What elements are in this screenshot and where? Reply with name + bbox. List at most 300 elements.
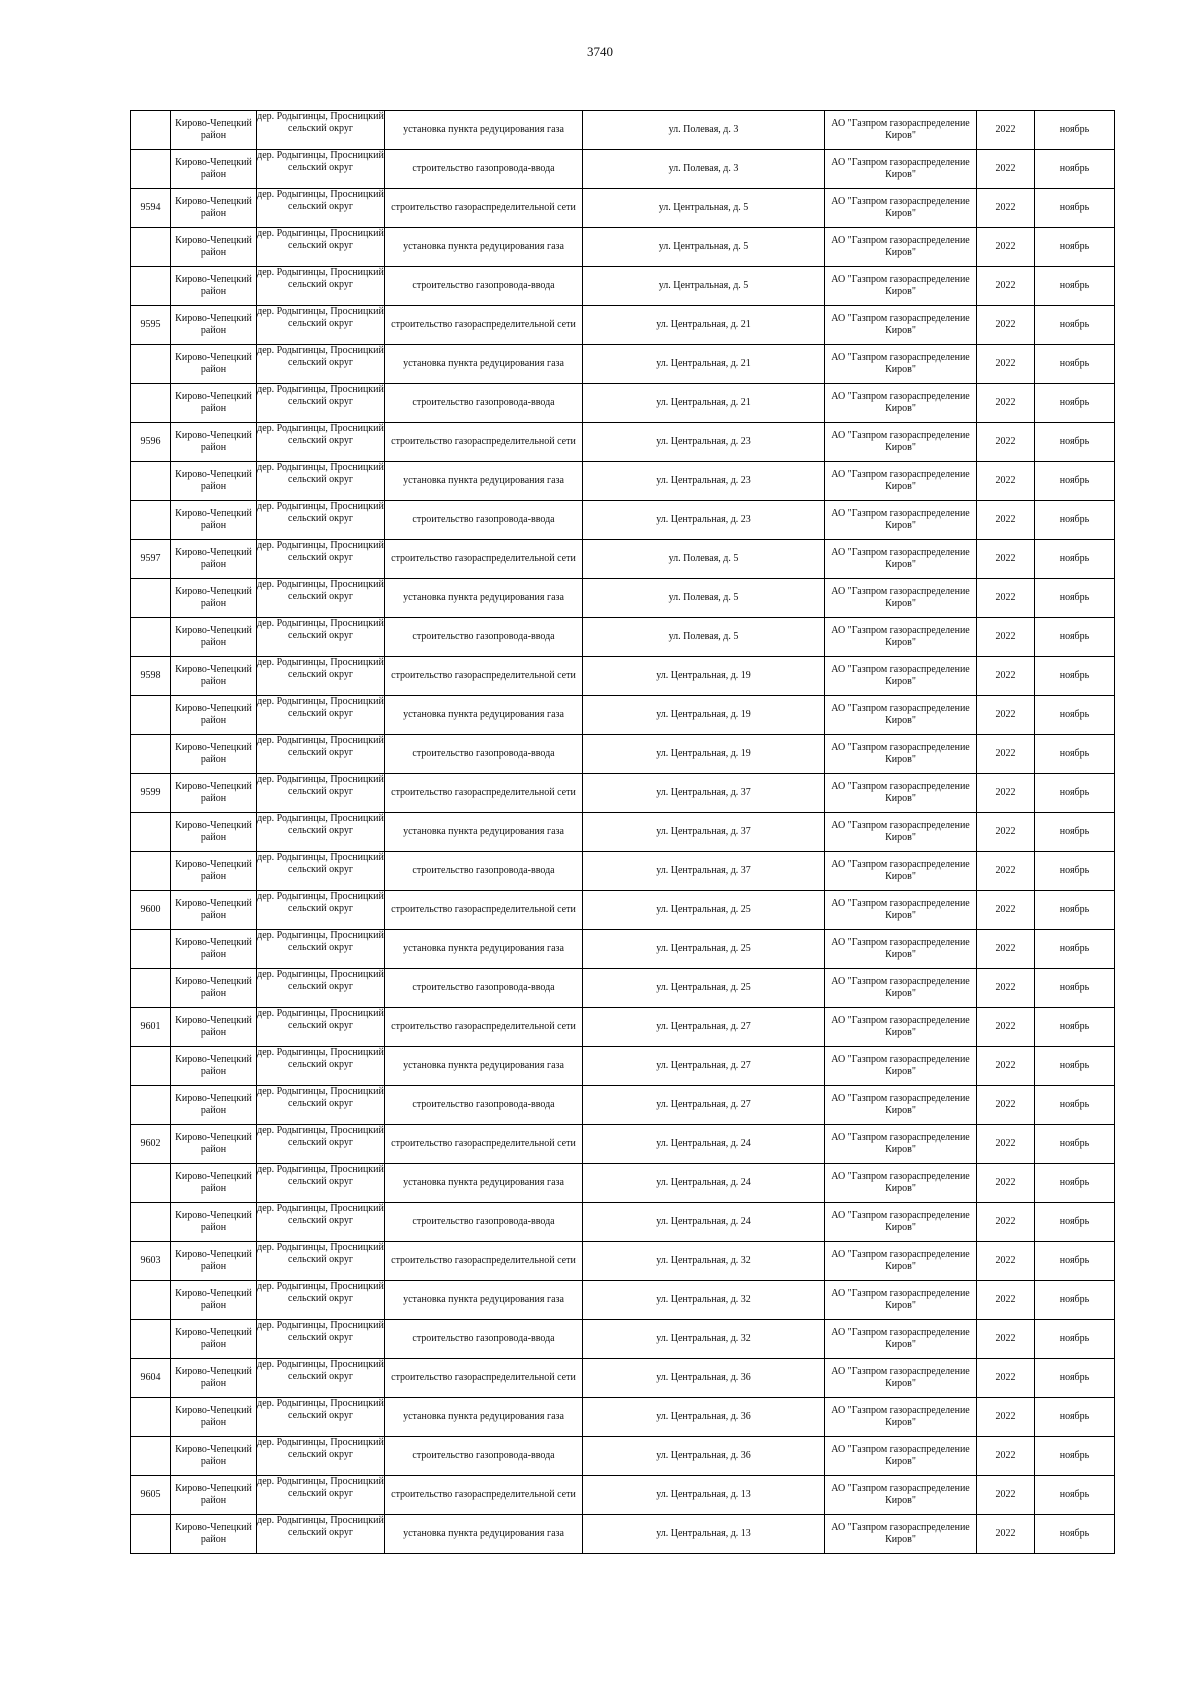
year-cell: 2022 — [977, 306, 1035, 345]
locality-cell — [257, 189, 385, 228]
row-number — [131, 1164, 171, 1203]
locality-text: дер. Родыгинцы, Просницкий сельский округ — [257, 657, 384, 680]
row-number — [131, 345, 171, 384]
organization-cell: АО "Газпром газораспределение Киров" — [825, 1242, 977, 1281]
year-cell: 2022 — [977, 1476, 1035, 1515]
locality-text: дер. Родыгинцы, Просницкий сельский округ — [257, 1437, 384, 1460]
work-type-cell: строительство газопровода-ввода — [385, 501, 583, 540]
table-row — [131, 618, 1115, 657]
year-cell: 2022 — [977, 1125, 1035, 1164]
address-cell: ул. Центральная, д. 27 — [583, 1047, 825, 1086]
work-type-cell: установка пункта редуцирования газа — [385, 930, 583, 969]
organization-cell: АО "Газпром газораспределение Киров" — [825, 579, 977, 618]
month-cell: ноябрь — [1035, 813, 1115, 852]
organization-cell: АО "Газпром газораспределение Киров" — [825, 423, 977, 462]
month-cell: ноябрь — [1035, 852, 1115, 891]
locality-text: дер. Родыгинцы, Просницкий сельский округ — [257, 1320, 384, 1343]
organization-cell: АО "Газпром газораспределение Киров" — [825, 111, 977, 150]
district-cell: Кирово-Чепецкий район — [171, 1320, 257, 1359]
organization-cell: АО "Газпром газораспределение Киров" — [825, 1437, 977, 1476]
district-cell: Кирово-Чепецкий район — [171, 150, 257, 189]
locality-cell — [257, 1281, 385, 1320]
work-type-cell: установка пункта редуцирования газа — [385, 1398, 583, 1437]
organization-cell: АО "Газпром газораспределение Киров" — [825, 657, 977, 696]
table-row — [131, 267, 1115, 306]
month-cell: ноябрь — [1035, 1359, 1115, 1398]
month-cell: ноябрь — [1035, 1398, 1115, 1437]
address-cell: ул. Центральная, д. 5 — [583, 189, 825, 228]
locality-cell — [257, 345, 385, 384]
year-cell: 2022 — [977, 930, 1035, 969]
organization-cell: АО "Газпром газораспределение Киров" — [825, 345, 977, 384]
table-row — [131, 1008, 1115, 1047]
locality-text: дер. Родыгинцы, Просницкий сельский округ — [257, 1125, 384, 1148]
work-type-cell: строительство газораспределительной сети — [385, 189, 583, 228]
work-type-cell: установка пункта редуцирования газа — [385, 1281, 583, 1320]
address-cell: ул. Полевая, д. 3 — [583, 150, 825, 189]
locality-cell — [257, 930, 385, 969]
year-cell: 2022 — [977, 657, 1035, 696]
address-cell: ул. Центральная, д. 23 — [583, 423, 825, 462]
row-number — [131, 618, 171, 657]
work-type-cell: строительство газопровода-ввода — [385, 1320, 583, 1359]
locality-cell — [257, 579, 385, 618]
district-cell: Кирово-Чепецкий район — [171, 306, 257, 345]
locality-text: дер. Родыгинцы, Просницкий сельский округ — [257, 384, 384, 407]
locality-cell — [257, 1359, 385, 1398]
address-cell: ул. Центральная, д. 25 — [583, 930, 825, 969]
work-type-cell: строительство газопровода-ввода — [385, 852, 583, 891]
organization-cell: АО "Газпром газораспределение Киров" — [825, 1086, 977, 1125]
district-cell: Кирово-Чепецкий район — [171, 1476, 257, 1515]
address-cell: ул. Центральная, д. 19 — [583, 735, 825, 774]
row-number: 9594 — [131, 189, 171, 228]
table-row — [131, 540, 1115, 579]
work-type-cell: установка пункта редуцирования газа — [385, 579, 583, 618]
locality-text: дер. Родыгинцы, Просницкий сельский округ — [257, 1008, 384, 1031]
address-cell: ул. Полевая, д. 5 — [583, 540, 825, 579]
month-cell: ноябрь — [1035, 969, 1115, 1008]
organization-cell: АО "Газпром газораспределение Киров" — [825, 696, 977, 735]
table-row — [131, 462, 1115, 501]
locality-text: дер. Родыгинцы, Просницкий сельский округ — [257, 579, 384, 602]
month-cell: ноябрь — [1035, 1164, 1115, 1203]
month-cell: ноябрь — [1035, 111, 1115, 150]
locality-cell — [257, 501, 385, 540]
row-number — [131, 1047, 171, 1086]
month-cell: ноябрь — [1035, 579, 1115, 618]
table-row — [131, 501, 1115, 540]
row-number: 9598 — [131, 657, 171, 696]
table-row — [131, 1359, 1115, 1398]
month-cell: ноябрь — [1035, 228, 1115, 267]
locality-cell — [257, 774, 385, 813]
address-cell: ул. Центральная, д. 25 — [583, 891, 825, 930]
row-number — [131, 813, 171, 852]
work-type-cell: строительство газопровода-ввода — [385, 150, 583, 189]
organization-cell: АО "Газпром газораспределение Киров" — [825, 1125, 977, 1164]
locality-cell — [257, 228, 385, 267]
work-type-cell: строительство газораспределительной сети — [385, 1242, 583, 1281]
table-row — [131, 423, 1115, 462]
month-cell: ноябрь — [1035, 1047, 1115, 1086]
locality-text: дер. Родыгинцы, Просницкий сельский округ — [257, 696, 384, 719]
year-cell: 2022 — [977, 1203, 1035, 1242]
row-number: 9599 — [131, 774, 171, 813]
year-cell: 2022 — [977, 1047, 1035, 1086]
month-cell: ноябрь — [1035, 1242, 1115, 1281]
year-cell: 2022 — [977, 813, 1035, 852]
work-type-cell: строительство газопровода-ввода — [385, 969, 583, 1008]
row-number — [131, 1203, 171, 1242]
locality-cell — [257, 813, 385, 852]
address-cell: ул. Центральная, д. 21 — [583, 345, 825, 384]
work-type-cell: строительство газопровода-ввода — [385, 735, 583, 774]
table-row — [131, 150, 1115, 189]
address-cell: ул. Полевая, д. 5 — [583, 618, 825, 657]
district-cell: Кирово-Чепецкий район — [171, 1125, 257, 1164]
district-cell: Кирово-Чепецкий район — [171, 1281, 257, 1320]
month-cell: ноябрь — [1035, 1515, 1115, 1554]
year-cell: 2022 — [977, 267, 1035, 306]
organization-cell: АО "Газпром газораспределение Киров" — [825, 1047, 977, 1086]
locality-cell — [257, 1203, 385, 1242]
row-number — [131, 501, 171, 540]
table-body — [131, 111, 1115, 1554]
year-cell: 2022 — [977, 852, 1035, 891]
work-type-cell: установка пункта редуцирования газа — [385, 696, 583, 735]
address-cell: ул. Центральная, д. 32 — [583, 1320, 825, 1359]
organization-cell: АО "Газпром газораспределение Киров" — [825, 774, 977, 813]
address-cell: ул. Полевая, д. 5 — [583, 579, 825, 618]
year-cell: 2022 — [977, 384, 1035, 423]
organization-cell: АО "Газпром газораспределение Киров" — [825, 1476, 977, 1515]
work-type-cell: строительство газораспределительной сети — [385, 891, 583, 930]
locality-cell — [257, 384, 385, 423]
address-cell: ул. Центральная, д. 24 — [583, 1164, 825, 1203]
locality-cell — [257, 969, 385, 1008]
district-cell: Кирово-Чепецкий район — [171, 930, 257, 969]
year-cell: 2022 — [977, 423, 1035, 462]
locality-cell — [257, 267, 385, 306]
district-cell: Кирово-Чепецкий район — [171, 813, 257, 852]
table-row — [131, 930, 1115, 969]
locality-text: дер. Родыгинцы, Просницкий сельский округ — [257, 1281, 384, 1304]
locality-cell — [257, 1437, 385, 1476]
district-cell: Кирово-Чепецкий район — [171, 852, 257, 891]
locality-cell — [257, 1320, 385, 1359]
locality-text: дер. Родыгинцы, Просницкий сельский округ — [257, 1164, 384, 1187]
organization-cell: АО "Газпром газораспределение Киров" — [825, 1359, 977, 1398]
address-cell: ул. Центральная, д. 32 — [583, 1281, 825, 1320]
organization-cell: АО "Газпром газораспределение Киров" — [825, 150, 977, 189]
table-row — [131, 1515, 1115, 1554]
district-cell: Кирово-Чепецкий район — [171, 1437, 257, 1476]
address-cell: ул. Центральная, д. 27 — [583, 1008, 825, 1047]
district-cell: Кирово-Чепецкий район — [171, 384, 257, 423]
organization-cell: АО "Газпром газораспределение Киров" — [825, 228, 977, 267]
row-number: 9596 — [131, 423, 171, 462]
locality-cell — [257, 618, 385, 657]
row-number — [131, 228, 171, 267]
organization-cell: АО "Газпром газораспределение Киров" — [825, 384, 977, 423]
row-number — [131, 852, 171, 891]
table-row — [131, 813, 1115, 852]
month-cell: ноябрь — [1035, 696, 1115, 735]
row-number: 9597 — [131, 540, 171, 579]
district-cell: Кирово-Чепецкий район — [171, 1086, 257, 1125]
address-cell: ул. Центральная, д. 36 — [583, 1359, 825, 1398]
row-number: 9603 — [131, 1242, 171, 1281]
month-cell: ноябрь — [1035, 1320, 1115, 1359]
district-cell: Кирово-Чепецкий район — [171, 579, 257, 618]
district-cell: Кирово-Чепецкий район — [171, 1008, 257, 1047]
month-cell: ноябрь — [1035, 462, 1115, 501]
work-type-cell: установка пункта редуцирования газа — [385, 111, 583, 150]
work-type-cell: строительство газораспределительной сети — [385, 1008, 583, 1047]
locality-cell — [257, 735, 385, 774]
year-cell: 2022 — [977, 618, 1035, 657]
locality-text: дер. Родыгинцы, Просницкий сельский округ — [257, 1398, 384, 1421]
month-cell: ноябрь — [1035, 150, 1115, 189]
month-cell: ноябрь — [1035, 891, 1115, 930]
row-number — [131, 930, 171, 969]
month-cell: ноябрь — [1035, 1203, 1115, 1242]
locality-text: дер. Родыгинцы, Просницкий сельский округ — [257, 267, 384, 290]
address-cell: ул. Центральная, д. 5 — [583, 267, 825, 306]
work-type-cell: установка пункта редуцирования газа — [385, 345, 583, 384]
locality-cell — [257, 111, 385, 150]
row-number — [131, 111, 171, 150]
work-type-cell: установка пункта редуцирования газа — [385, 228, 583, 267]
work-type-cell: строительство газораспределительной сети — [385, 657, 583, 696]
locality-text: дер. Родыгинцы, Просницкий сельский округ — [257, 423, 384, 446]
month-cell: ноябрь — [1035, 1437, 1115, 1476]
month-cell: ноябрь — [1035, 540, 1115, 579]
district-cell: Кирово-Чепецкий район — [171, 774, 257, 813]
work-type-cell: строительство газораспределительной сети — [385, 423, 583, 462]
organization-cell: АО "Газпром газораспределение Киров" — [825, 969, 977, 1008]
row-number — [131, 1086, 171, 1125]
month-cell: ноябрь — [1035, 930, 1115, 969]
table-row — [131, 774, 1115, 813]
table-row — [131, 306, 1115, 345]
organization-cell: АО "Газпром газораспределение Киров" — [825, 267, 977, 306]
locality-text: дер. Родыгинцы, Просницкий сельский округ — [257, 813, 384, 836]
district-cell: Кирово-Чепецкий район — [171, 735, 257, 774]
year-cell: 2022 — [977, 774, 1035, 813]
row-number: 9600 — [131, 891, 171, 930]
row-number — [131, 1515, 171, 1554]
work-type-cell: строительство газопровода-ввода — [385, 384, 583, 423]
table-row — [131, 1320, 1115, 1359]
organization-cell: АО "Газпром газораспределение Киров" — [825, 306, 977, 345]
table-row — [131, 1164, 1115, 1203]
table-row — [131, 1125, 1115, 1164]
year-cell: 2022 — [977, 1281, 1035, 1320]
month-cell: ноябрь — [1035, 1008, 1115, 1047]
month-cell: ноябрь — [1035, 384, 1115, 423]
work-type-cell: строительство газораспределительной сети — [385, 306, 583, 345]
address-cell: ул. Центральная, д. 37 — [583, 813, 825, 852]
month-cell: ноябрь — [1035, 1476, 1115, 1515]
address-cell: ул. Центральная, д. 36 — [583, 1398, 825, 1437]
locality-text: дер. Родыгинцы, Просницкий сельский округ — [257, 1359, 384, 1382]
locality-text: дер. Родыгинцы, Просницкий сельский округ — [257, 969, 384, 992]
row-number: 9595 — [131, 306, 171, 345]
year-cell: 2022 — [977, 540, 1035, 579]
organization-cell: АО "Газпром газораспределение Киров" — [825, 1281, 977, 1320]
row-number — [131, 384, 171, 423]
work-type-cell: строительство газораспределительной сети — [385, 1476, 583, 1515]
table-row — [131, 735, 1115, 774]
locality-cell — [257, 852, 385, 891]
year-cell: 2022 — [977, 111, 1035, 150]
year-cell: 2022 — [977, 150, 1035, 189]
organization-cell: АО "Газпром газораспределение Киров" — [825, 462, 977, 501]
work-type-cell: строительство газопровода-ввода — [385, 267, 583, 306]
year-cell: 2022 — [977, 462, 1035, 501]
locality-cell — [257, 1086, 385, 1125]
address-cell: ул. Центральная, д. 23 — [583, 462, 825, 501]
table-row — [131, 969, 1115, 1008]
locality-text: дер. Родыгинцы, Просницкий сельский округ — [257, 735, 384, 758]
year-cell: 2022 — [977, 1398, 1035, 1437]
row-number: 9602 — [131, 1125, 171, 1164]
table-row — [131, 1281, 1115, 1320]
district-cell: Кирово-Чепецкий район — [171, 696, 257, 735]
address-cell: ул. Центральная, д. 24 — [583, 1125, 825, 1164]
district-cell: Кирово-Чепецкий район — [171, 1398, 257, 1437]
work-type-cell: строительство газораспределительной сети — [385, 1359, 583, 1398]
locality-text: дер. Родыгинцы, Просницкий сельский округ — [257, 462, 384, 485]
page-number: 3740 — [587, 44, 613, 59]
work-type-cell: установка пункта редуцирования газа — [385, 1164, 583, 1203]
month-cell: ноябрь — [1035, 618, 1115, 657]
locality-cell — [257, 1047, 385, 1086]
organization-cell: АО "Газпром газораспределение Киров" — [825, 813, 977, 852]
table-row — [131, 1398, 1115, 1437]
locality-text: дер. Родыгинцы, Просницкий сельский округ — [257, 930, 384, 953]
district-cell: Кирово-Чепецкий район — [171, 540, 257, 579]
district-cell: Кирово-Чепецкий район — [171, 345, 257, 384]
month-cell: ноябрь — [1035, 735, 1115, 774]
row-number — [131, 150, 171, 189]
row-number — [131, 696, 171, 735]
table-row — [131, 657, 1115, 696]
address-cell: ул. Центральная, д. 13 — [583, 1476, 825, 1515]
district-cell: Кирово-Чепецкий район — [171, 462, 257, 501]
year-cell: 2022 — [977, 228, 1035, 267]
locality-cell — [257, 306, 385, 345]
month-cell: ноябрь — [1035, 1281, 1115, 1320]
address-cell: ул. Центральная, д. 19 — [583, 657, 825, 696]
year-cell: 2022 — [977, 345, 1035, 384]
locality-text: дер. Родыгинцы, Просницкий сельский округ — [257, 1515, 384, 1538]
table-row — [131, 1086, 1115, 1125]
work-type-cell: строительство газораспределительной сети — [385, 774, 583, 813]
locality-cell — [257, 1125, 385, 1164]
organization-cell: АО "Газпром газораспределение Киров" — [825, 618, 977, 657]
district-cell: Кирово-Чепецкий район — [171, 1047, 257, 1086]
month-cell: ноябрь — [1035, 189, 1115, 228]
row-number — [131, 1320, 171, 1359]
table-row — [131, 384, 1115, 423]
month-cell: ноябрь — [1035, 501, 1115, 540]
month-cell: ноябрь — [1035, 267, 1115, 306]
year-cell: 2022 — [977, 696, 1035, 735]
address-cell: ул. Центральная, д. 32 — [583, 1242, 825, 1281]
year-cell: 2022 — [977, 1359, 1035, 1398]
locality-text: дер. Родыгинцы, Просницкий сельский округ — [257, 1086, 384, 1109]
row-number — [131, 1281, 171, 1320]
row-number — [131, 462, 171, 501]
month-cell: ноябрь — [1035, 423, 1115, 462]
address-cell: ул. Центральная, д. 13 — [583, 1515, 825, 1554]
work-type-cell: строительство газопровода-ввода — [385, 618, 583, 657]
district-cell: Кирово-Чепецкий район — [171, 267, 257, 306]
work-type-cell: строительство газопровода-ввода — [385, 1437, 583, 1476]
locality-text: дер. Родыгинцы, Просницкий сельский округ — [257, 306, 384, 329]
organization-cell: АО "Газпром газораспределение Киров" — [825, 1203, 977, 1242]
table-row — [131, 345, 1115, 384]
district-cell: Кирово-Чепецкий район — [171, 501, 257, 540]
locality-cell — [257, 657, 385, 696]
locality-text: дер. Родыгинцы, Просницкий сельский округ — [257, 501, 384, 524]
row-number: 9604 — [131, 1359, 171, 1398]
year-cell: 2022 — [977, 1164, 1035, 1203]
month-cell: ноябрь — [1035, 1125, 1115, 1164]
address-cell: ул. Центральная, д. 5 — [583, 228, 825, 267]
year-cell: 2022 — [977, 1515, 1035, 1554]
locality-text: дер. Родыгинцы, Просницкий сельский округ — [257, 618, 384, 641]
row-number — [131, 579, 171, 618]
address-cell: ул. Центральная, д. 25 — [583, 969, 825, 1008]
district-cell: Кирово-Чепецкий район — [171, 618, 257, 657]
locality-cell — [257, 540, 385, 579]
locality-cell — [257, 423, 385, 462]
district-cell: Кирово-Чепецкий район — [171, 891, 257, 930]
organization-cell: АО "Газпром газораспределение Киров" — [825, 1320, 977, 1359]
organization-cell: АО "Газпром газораспределение Киров" — [825, 1008, 977, 1047]
table-row — [131, 1047, 1115, 1086]
table-row — [131, 852, 1115, 891]
locality-text: дер. Родыгинцы, Просницкий сельский округ — [257, 228, 384, 251]
table-row — [131, 228, 1115, 267]
locality-cell — [257, 1515, 385, 1554]
organization-cell: АО "Газпром газораспределение Киров" — [825, 540, 977, 579]
month-cell: ноябрь — [1035, 306, 1115, 345]
work-type-cell: строительство газораспределительной сети — [385, 1125, 583, 1164]
table-row — [131, 1242, 1115, 1281]
table-row — [131, 891, 1115, 930]
organization-cell: АО "Газпром газораспределение Киров" — [825, 735, 977, 774]
locality-text: дер. Родыгинцы, Просницкий сельский округ — [257, 852, 384, 875]
work-type-cell: строительство газораспределительной сети — [385, 540, 583, 579]
locality-cell — [257, 462, 385, 501]
row-number — [131, 1398, 171, 1437]
row-number: 9601 — [131, 1008, 171, 1047]
organization-cell: АО "Газпром газораспределение Киров" — [825, 930, 977, 969]
address-cell: ул. Центральная, д. 21 — [583, 306, 825, 345]
month-cell: ноябрь — [1035, 657, 1115, 696]
district-cell: Кирово-Чепецкий район — [171, 189, 257, 228]
row-number — [131, 267, 171, 306]
address-cell: ул. Центральная, д. 37 — [583, 774, 825, 813]
district-cell: Кирово-Чепецкий район — [171, 1203, 257, 1242]
organization-cell: АО "Газпром газораспределение Киров" — [825, 1398, 977, 1437]
locality-text: дер. Родыгинцы, Просницкий сельский округ — [257, 1242, 384, 1265]
